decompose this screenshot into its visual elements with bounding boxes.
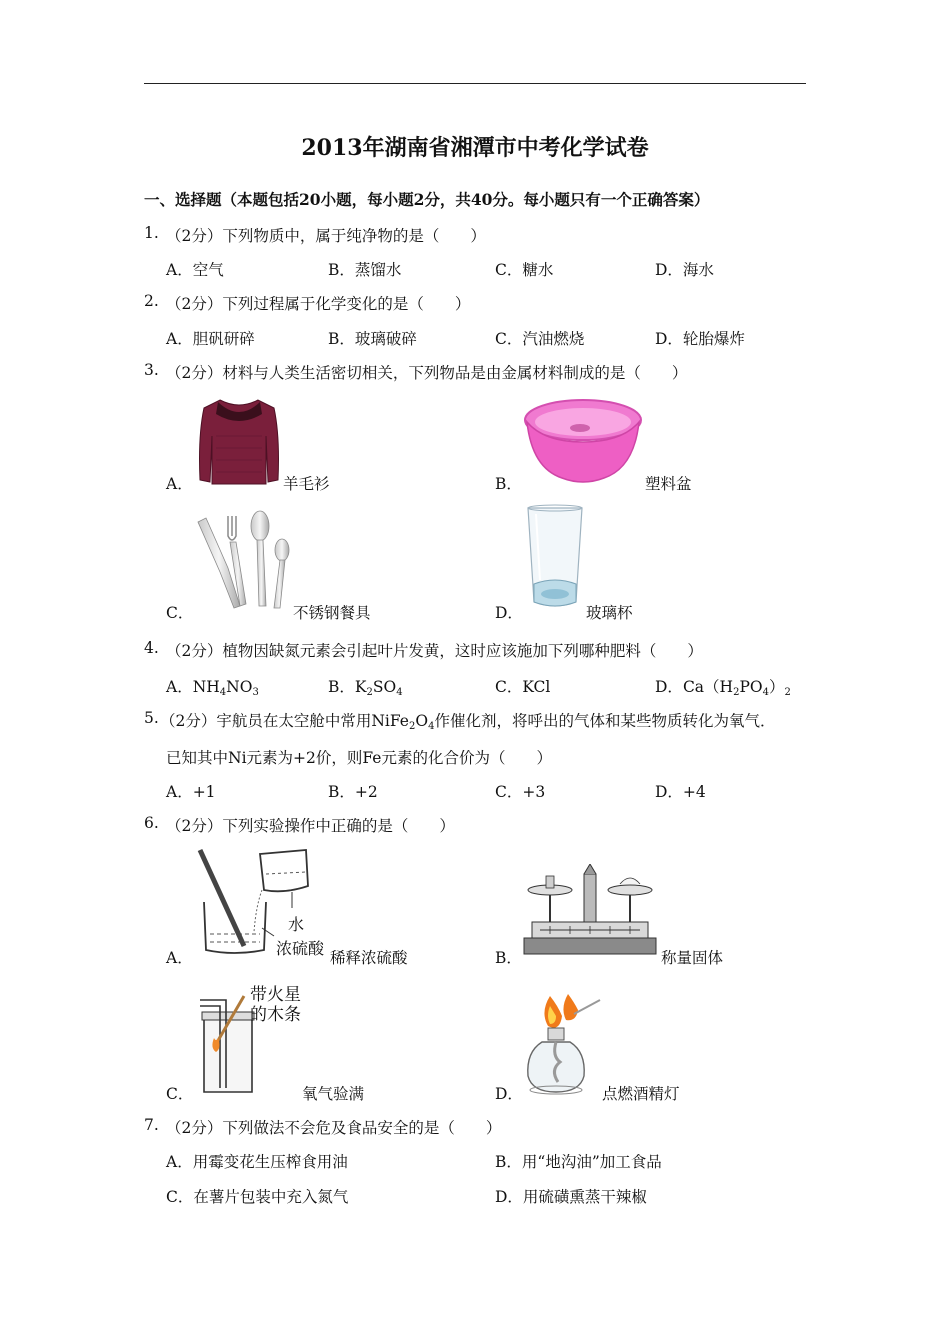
option-c-caption: 氧气验满 xyxy=(302,1085,365,1103)
option-b[interactable]: B．蒸馏水 xyxy=(328,261,402,279)
option-b[interactable]: B．用“地沟油”加工食品 xyxy=(495,1153,662,1171)
balance-image xyxy=(520,864,660,960)
option-d[interactable]: D．轮胎爆炸 xyxy=(655,330,745,348)
formula-part: K xyxy=(354,678,367,696)
formula-subscript: 4 xyxy=(396,687,403,698)
option-d-caption: 点燃酒精灯 xyxy=(602,1085,680,1103)
question-number: 1. xyxy=(144,224,159,242)
stem-part: （2分）宇航员在太空舱中常用NiFe xyxy=(160,712,409,730)
option-a[interactable] xyxy=(166,675,259,698)
option-d[interactable] xyxy=(655,675,791,698)
option-a[interactable]: A．+1 xyxy=(166,783,216,801)
question-number: 2. xyxy=(144,292,159,310)
acid-label: 浓硫酸 xyxy=(276,939,325,958)
option-b-letter[interactable]: B． xyxy=(495,475,522,493)
section-heading: 一、选择题（本题包括20小题，每小题2分，共40分。每小题只有一个正确答案） xyxy=(144,190,710,209)
option-a-caption: 羊毛衫 xyxy=(283,475,330,493)
formula-subscript: 2 xyxy=(733,687,740,698)
question-number: 4. xyxy=(144,639,159,657)
formula-subscript: 2 xyxy=(366,687,373,698)
option-a[interactable]: A．胆矾研碎 xyxy=(166,330,255,348)
option-letter: A． xyxy=(166,678,193,696)
formula-part: KCl xyxy=(522,678,551,696)
question-stem: （2分）下列物质中，属于纯净物的是（ ） xyxy=(166,227,486,245)
cutlery-image xyxy=(194,508,294,612)
question-stem: （2分）下列实验操作中正确的是（ ） xyxy=(166,817,455,835)
option-d[interactable]: D．海水 xyxy=(655,261,714,279)
stem-part: 作催化剂，将呼出的气体和某些物质转化为氧气． xyxy=(434,712,776,730)
question-stem-line2: 已知其中Ni元素为+2价，则Fe元素的化合价为（ ） xyxy=(166,749,552,767)
option-b-caption: 塑料盆 xyxy=(645,475,692,493)
formula-subscript: 2 xyxy=(408,721,416,732)
formula-part: Ca（H xyxy=(682,678,734,696)
formula-subscript: 2 xyxy=(784,687,791,698)
question-number: 7. xyxy=(144,1116,159,1134)
formula-part: ） xyxy=(768,678,785,696)
option-c-caption: 不锈钢餐具 xyxy=(293,604,371,622)
question-stem: （2分）植物因缺氮元素会引起叶片发黄，这时应该施加下列哪种肥料（ ） xyxy=(166,642,703,660)
formula-subscript: 4 xyxy=(762,687,769,698)
formula-subscript: 3 xyxy=(252,687,259,698)
option-b[interactable]: B．玻璃破碎 xyxy=(328,330,417,348)
formula-part: SO xyxy=(372,678,397,696)
page-title: 2013年湖南省湘潭市中考化学试卷 xyxy=(301,135,649,161)
option-c-letter[interactable]: C． xyxy=(166,1085,194,1103)
option-b-caption: 称量固体 xyxy=(661,949,724,967)
question-number: 5. xyxy=(144,709,159,727)
plastic-basin-image xyxy=(522,398,644,486)
splint-label-line2: 的木条 xyxy=(250,1005,301,1025)
option-a-caption: 稀释浓硫酸 xyxy=(330,949,408,967)
option-c[interactable]: C．糖水 xyxy=(495,261,554,279)
option-a-letter[interactable]: A． xyxy=(166,475,193,493)
option-a[interactable]: A．用霉变花生压榨食用油 xyxy=(166,1153,348,1171)
alcohol-lamp-image xyxy=(522,992,602,1096)
question-stem: （2分）材料与人类生活密切相关，下列物品是由金属材料制成的是（ ） xyxy=(166,364,688,382)
option-c[interactable]: C．+3 xyxy=(495,783,546,801)
option-d-letter[interactable]: D． xyxy=(495,1085,523,1103)
question-stem: （2分）下列做法不会危及食品安全的是（ ） xyxy=(166,1119,502,1137)
question-stem: （2分）下列过程属于化学变化的是（ ） xyxy=(166,295,471,313)
option-d-letter[interactable]: D． xyxy=(495,604,523,622)
formula-part: NO xyxy=(226,678,253,696)
question-number: 3. xyxy=(144,361,159,379)
question-stem xyxy=(160,709,775,732)
glass-cup-image xyxy=(524,504,586,612)
sweater-image xyxy=(196,396,282,488)
option-b[interactable]: B．+2 xyxy=(328,783,378,801)
stem-part: O xyxy=(415,712,429,730)
option-a-letter[interactable]: A． xyxy=(166,949,193,967)
option-d-caption: 玻璃杯 xyxy=(586,604,633,622)
splint-label-line1: 带火星 xyxy=(250,985,301,1005)
option-letter: C． xyxy=(495,678,523,696)
header-rule xyxy=(144,83,806,84)
question-number: 6. xyxy=(144,814,159,832)
water-label: 水 xyxy=(288,915,305,934)
formula-part: PO xyxy=(739,678,763,696)
option-b[interactable] xyxy=(328,675,403,698)
option-letter: B． xyxy=(328,678,355,696)
option-c[interactable] xyxy=(495,675,550,697)
option-b-letter[interactable]: B． xyxy=(495,949,522,967)
option-letter: D． xyxy=(655,678,683,696)
option-c[interactable]: C．在薯片包装中充入氮气 xyxy=(166,1188,349,1206)
option-d[interactable]: D．+4 xyxy=(655,783,706,801)
formula-subscript: 4 xyxy=(428,721,435,732)
option-c-letter[interactable]: C． xyxy=(166,604,194,622)
option-c[interactable]: C．汽油燃烧 xyxy=(495,330,585,348)
option-a[interactable]: A．空气 xyxy=(166,261,224,279)
formula-subscript: 4 xyxy=(219,687,227,698)
formula-part: NH xyxy=(192,678,220,696)
option-d[interactable]: D．用硫磺熏蒸干辣椒 xyxy=(495,1188,647,1206)
